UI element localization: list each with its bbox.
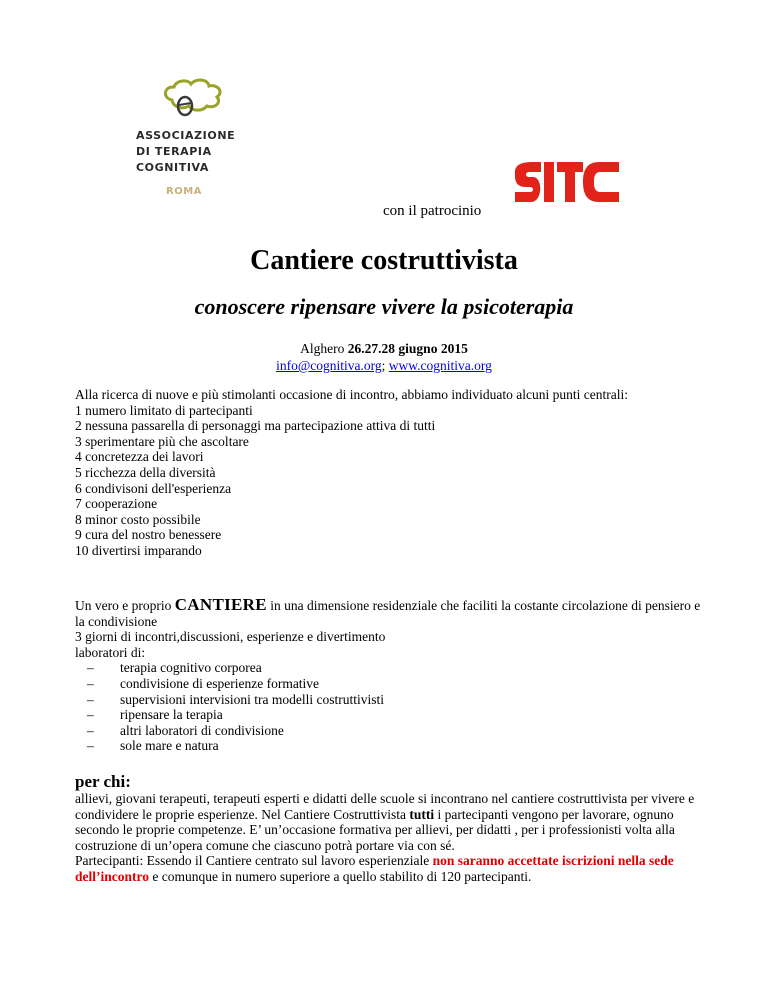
- list-item: – supervisioni intervisioni tra modelli costruttivisti: [75, 692, 705, 708]
- labs-list: [75, 660, 705, 754]
- participants-text-a: Partecipanti: Essendo il Cantiere centrato sul lavoro esperienziale: [75, 853, 430, 869]
- participants-text-b: e comunque in numero superiore a quello stabilito di 120 partecipanti.: [152, 868, 532, 884]
- list-item: 2 nessuna passarella di personaggi ma partecipazione attiva di tutti: [75, 418, 436, 434]
- participants-paragraph: [75, 853, 705, 884]
- email-link[interactable]: info@cognitiva.org: [276, 358, 382, 373]
- list-item: 5 ricchezza della diversità: [75, 464, 216, 480]
- event-dates: 26.27.28 giugno 2015: [347, 341, 468, 356]
- per-chi-section: [75, 773, 705, 885]
- list-item: 9 cura del nostro benessere: [75, 527, 222, 543]
- per-chi-paragraph: [75, 791, 705, 853]
- sitc-logo: [513, 158, 621, 218]
- event-info: [0, 340, 768, 374]
- cantiere-days: 3 giorni di incontri,discussioni, esperienze e divertimento: [75, 629, 386, 645]
- list-item: 4 concretezza dei lavori: [75, 449, 204, 465]
- contact-separator: ;: [381, 358, 386, 373]
- event-contacts: [0, 357, 768, 374]
- list-item: 8 minor costo possibile: [75, 511, 201, 527]
- intro-section: [75, 387, 705, 559]
- list-item: 3 sperimentare più che ascoltare: [75, 433, 249, 449]
- list-item: – ripensare la terapia: [75, 707, 705, 723]
- acra-line-2: DI TERAPIA: [136, 145, 212, 158]
- intro-text: Alla ricerca di nuove e più stimolanti occasione di incontro, abbiamo individuato alcuni punti centrali:: [75, 387, 628, 402]
- list-item: – altri laboratori di condivisione: [75, 723, 705, 739]
- page-subtitle: conoscere ripensare vivere la psicoterapia: [194, 294, 574, 319]
- event-place: Alghero: [300, 341, 345, 356]
- patronage-label: con il patrocinio: [383, 203, 482, 219]
- per-chi-text-a: allievi, giovani terapeuti, terapeuti esperti e didatti delle scuole si incontrano nel cantiere costruttivista per vivere e condividere le proprie esperienze. Nel Cantiere Costruttivista: [75, 791, 695, 822]
- labs-label: laboratori di:: [75, 644, 146, 660]
- acra-name: [136, 128, 235, 176]
- list-item: 1 numero limitato di partecipanti: [75, 402, 253, 418]
- acra-logo: [130, 78, 260, 198]
- cantiere-paragraph: [75, 597, 705, 629]
- points-list: [75, 403, 705, 559]
- list-item: 10 divertirsi imparando: [75, 542, 202, 558]
- per-chi-heading: per chi:: [75, 772, 131, 791]
- acra-city: ROMA: [166, 186, 202, 197]
- list-item: 7 cooperazione: [75, 496, 158, 512]
- acra-line-1: ASSOCIAZIONE: [136, 129, 236, 142]
- per-chi-text-b: i partecipanti vengono per lavorare, ognuno secondo le proprie competenze. E’ un’occasione formativa per allievi, per didatti , per i professionisti volta alla costruzione di un’opera comune che ciascuno potrà portare via con sé.: [75, 806, 675, 853]
- page-title: Cantiere costruttivista: [250, 245, 518, 276]
- tree-face-icon: [158, 78, 228, 118]
- cantiere-section: [75, 597, 705, 754]
- participants-warning: non saranno accettate iscrizioni nella sede dell’incontro: [75, 853, 674, 884]
- cantiere-rest: in una dimensione residenziale che faciliti la costante circolazione di pensiero e la condivisione: [75, 598, 701, 629]
- acra-line-3: COGNITIVA: [136, 161, 210, 174]
- list-item: 6 condivisoni dell'esperienza: [75, 480, 232, 496]
- list-item: – sole mare e natura: [75, 738, 705, 754]
- cantiere-keyword: CANTIERE: [174, 595, 267, 614]
- website-link[interactable]: www.cognitiva.org: [388, 358, 492, 373]
- cantiere-lead: Un vero e proprio: [75, 598, 172, 613]
- event-location-date: [0, 340, 768, 357]
- per-chi-bold: tutti: [409, 806, 435, 822]
- list-item: – condivisione di esperienze formative: [75, 676, 705, 692]
- list-item: – terapia cognitivo corporea: [75, 660, 705, 676]
